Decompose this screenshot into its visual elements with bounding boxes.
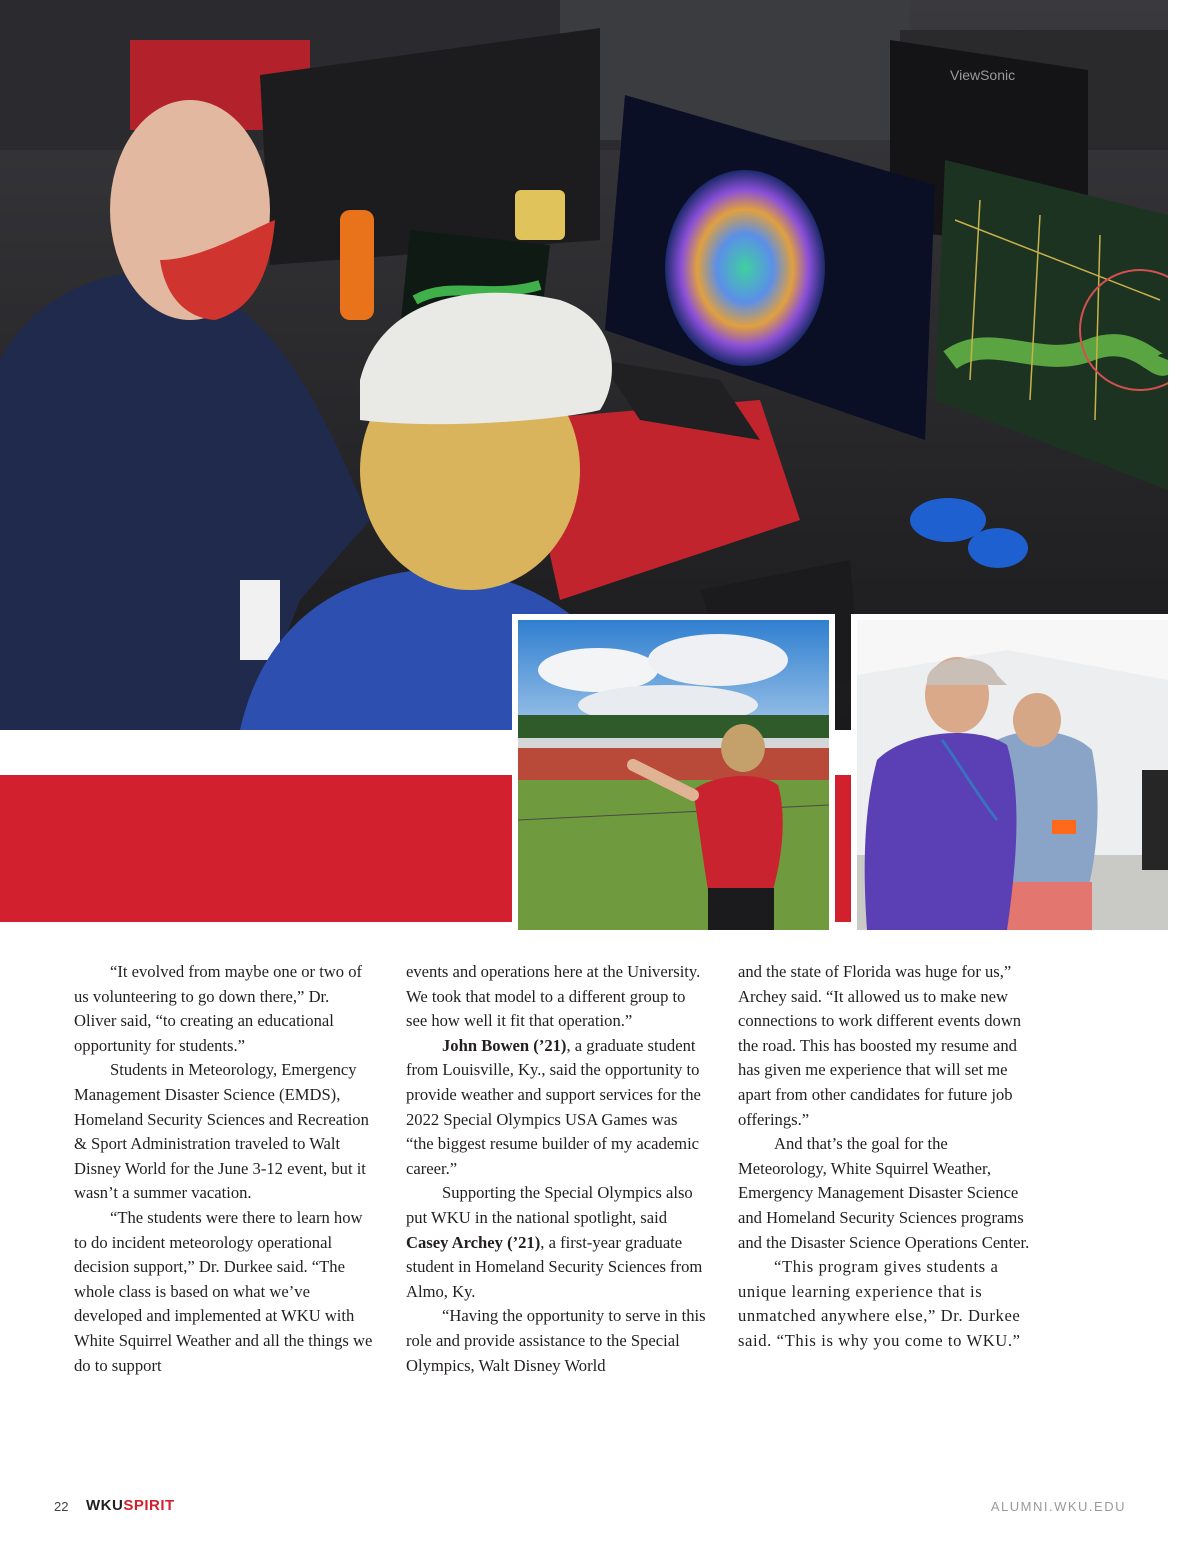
paragraph: and the state of Florida was huge for us,” Archey said. “It allowed us to make new connections to work different events down the road. This has boosted my resume and has given me experience that will set me apart from other candidates for future job offerings.” bbox=[738, 962, 1022, 1129]
magazine-brand bbox=[86, 1497, 175, 1514]
article-column-2 bbox=[406, 960, 706, 1378]
article-column-3 bbox=[738, 960, 1038, 1354]
paragraph bbox=[406, 1181, 706, 1304]
monitor-brand-label: ViewSonic bbox=[950, 67, 1016, 83]
paragraph: “This program gives students a unique learning experience that is unmatched anywhere else,” Dr. Durkee said. “This is why you come to WKU.” bbox=[738, 1257, 1021, 1350]
brand-spirit: SPIRIT bbox=[123, 1497, 175, 1514]
paragraph-text: , a first-year graduate student in Homeland Security Sciences from Almo, Ky. bbox=[406, 1232, 703, 1301]
article-column-1 bbox=[74, 960, 374, 1378]
footer-url: ALUMNI.WKU.EDU bbox=[990, 1499, 1126, 1514]
paragraph: events and operations here at the University. We took that model to a different group to see how well it fit that operation.” bbox=[406, 962, 701, 1031]
paragraph: And that’s the goal for the Meteorology, White Squirrel Weather, Emergency Management Disaster Science and Homeland Security Sciences programs and the Disaster Science Operations Center. bbox=[738, 1134, 1030, 1252]
paragraph: “It evolved from maybe one or two of us volunteering to go down there,” Dr. Oliver said, “to creating an educational opportunity for students.” bbox=[74, 962, 363, 1055]
page-number: 22 bbox=[54, 1499, 69, 1514]
paragraph: Students in Meteorology, Emergency Management Disaster Science (EMDS), Homeland Security Sciences and Recreation & Sport Administration traveled to Walt Disney World for the June 3-12 event, but it wasn’t a summer vacation. bbox=[74, 1060, 369, 1203]
paragraph-text: , a graduate student from Louisville, Ky., said the opportunity to provide weather and support services for the 2022 Special Olympics USA Games was “the biggest resume builder of my academic career.” bbox=[406, 1035, 701, 1178]
paragraph: “Having the opportunity to serve in this role and provide assistance to the Special Olympics, Walt Disney World bbox=[406, 1306, 706, 1375]
paragraph bbox=[406, 1034, 706, 1182]
brand-wku: WKU bbox=[86, 1497, 124, 1514]
photo-student-on-field bbox=[518, 620, 829, 930]
paragraph: “The students were there to learn how to do incident meteorology operational decision support,” Dr. Durkee said. “The whole class is based on what we’ve developed and implemented at WKU with White Squirrel Weather and all the things we do to support bbox=[74, 1207, 373, 1375]
person-name-bowen: John Bowen (’21) bbox=[442, 1035, 567, 1055]
person-name-archey: Casey Archey (’21) bbox=[406, 1232, 541, 1252]
paragraph-text: Supporting the Special Olympics also put WKU in the national spotlight, said bbox=[406, 1183, 693, 1227]
photo-staff-at-tent bbox=[857, 620, 1168, 930]
